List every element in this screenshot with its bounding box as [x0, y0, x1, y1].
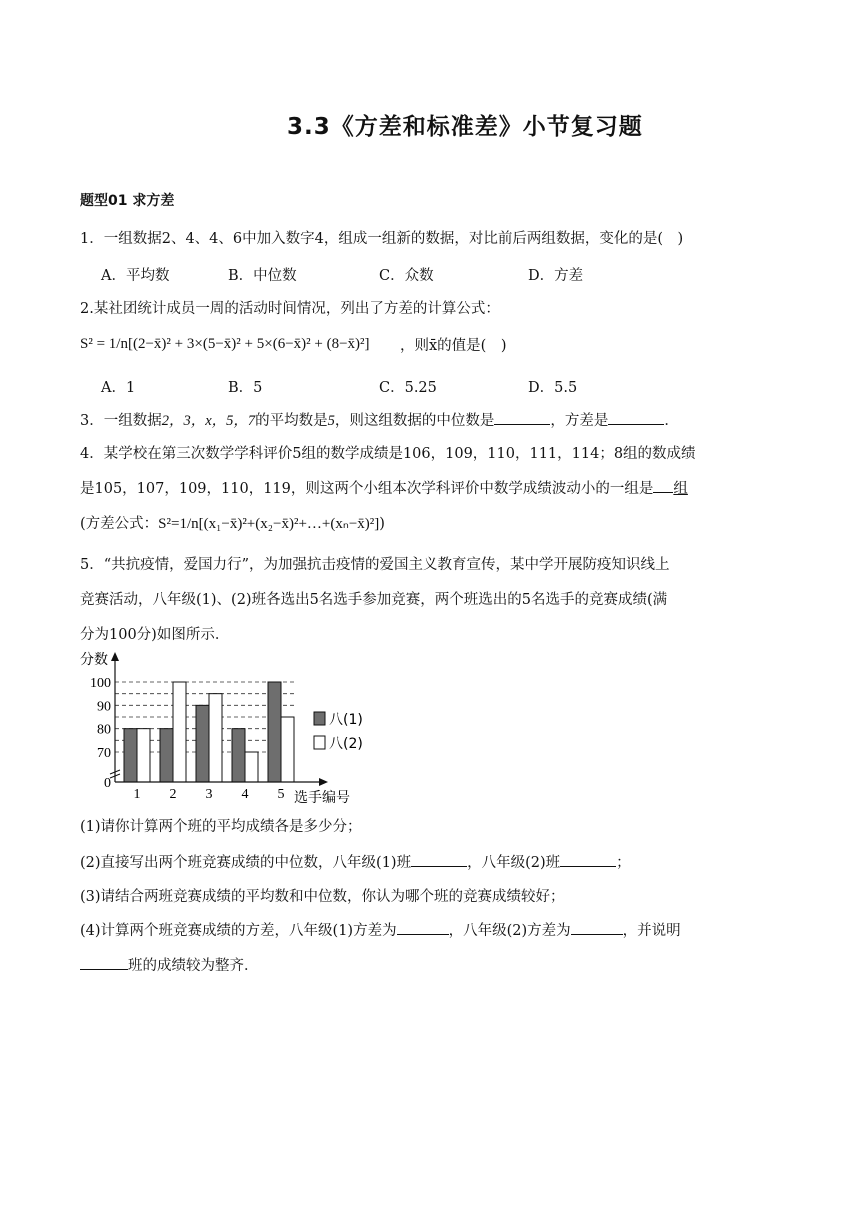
bar — [173, 682, 186, 782]
bar — [196, 705, 209, 782]
question-1-stem: 1．一组数据2、4、4、6中加入数字4，组成一组新的数据，对比前后两组数据，变化的是( ) — [80, 231, 684, 247]
x-tick-label: 3 — [205, 787, 213, 802]
legend-label: 八(1) — [329, 712, 363, 728]
question-4-line-3: (方差公式：S²=1/n[(x₁−x̄)²+(x₂−x̄)²+…+(xₙ−x̄)²]) — [80, 516, 385, 532]
page-title: 3.3《方差和标准差》小节复习题 — [287, 114, 643, 140]
q5-median-2-blank[interactable] — [560, 852, 616, 867]
question-5-line-3: 分为100分)如图所示． — [80, 627, 230, 643]
q5-variance-1-blank[interactable] — [397, 920, 449, 935]
y-axis-arrow — [111, 652, 119, 661]
legend-swatch — [314, 712, 325, 725]
q5-sub-4: (4)计算两个班竞赛成绩的方差，八年级(1)方差为 ，八年级(2)方差为 ，并说明 — [80, 920, 681, 941]
y-tick-label: 80 — [97, 722, 111, 738]
bar — [232, 729, 245, 782]
bar — [209, 694, 222, 782]
question-5-line-1: 5．“共抗疫情，爱国力行”，为加强抗击疫情的爱国主义教育宣传，某中学开展防疫知识线上 — [80, 557, 670, 573]
q2-option-a[interactable]: A．1 — [101, 380, 136, 396]
x-tick-label: 4 — [241, 787, 249, 802]
variance-formula: S² = 1/n[(2−x̄)² + 3×(5−x̄)² + 5×(6−x̄)² + (8−x̄)²] — [80, 336, 370, 352]
q2-option-b[interactable]: B．5 — [228, 380, 263, 396]
bar — [245, 752, 258, 782]
section-heading: 题型01 求方差 — [80, 193, 175, 209]
question-5-line-2: 竞赛活动，八年级(1)、(2)班各选出5名选手参加竞赛，两个班选出的5名选手的竞赛成绩(满 — [80, 592, 668, 608]
q5-sub-3: (3)请结合两班竞赛成绩的平均数和中位数，你认为哪个班的竞赛成绩较好； — [80, 889, 565, 905]
q3-median-blank[interactable] — [494, 410, 550, 425]
bar-chart — [72, 650, 372, 810]
q1-option-b[interactable]: B．中位数 — [228, 268, 297, 284]
x-axis-arrow — [319, 778, 328, 786]
bar — [281, 717, 294, 782]
y-axis-label: 分数 — [80, 652, 108, 668]
q3-variance-blank[interactable] — [608, 410, 664, 425]
x-tick-label: 2 — [169, 787, 177, 802]
y-tick-label: 0 — [104, 776, 111, 791]
chart-legend — [314, 712, 363, 752]
x-axis-label: 选手编号 — [294, 790, 350, 806]
bar — [137, 729, 150, 782]
q2-option-c[interactable]: C．5.25 — [379, 380, 437, 396]
legend-swatch — [314, 736, 325, 749]
question-2-tail: ，则x̄的值是( ) — [400, 338, 507, 354]
y-tick-label: 90 — [97, 699, 111, 715]
q5-sub-2: (2)直接写出两个班竞赛成绩的中位数，八年级(1)班 ，八年级(2)班 ； — [80, 852, 631, 873]
q1-option-d[interactable]: D．方差 — [528, 268, 584, 284]
q4-variance-formula: S²=1/n[(x₁−x̄)²+(x₂−x̄)²+…+(xₙ−x̄)²] — [158, 516, 380, 532]
legend-label: 八(2) — [329, 736, 363, 752]
bar — [160, 729, 173, 782]
bar — [124, 729, 137, 782]
chart-bars — [124, 682, 294, 782]
x-tick-label: 5 — [277, 787, 285, 802]
chart-ticks — [90, 676, 285, 802]
q1-option-c[interactable]: C．众数 — [379, 268, 434, 284]
q5-median-1-blank[interactable] — [411, 852, 467, 867]
q5-class-blank[interactable] — [80, 955, 128, 970]
question-3: 3．一组数据2，3，x，5，7的平均数是5，则这组数据的中位数是 ，方差是 ． — [80, 410, 679, 431]
bar — [268, 682, 281, 782]
question-4-line-2: 是105，107，109，110，119，则这两个小组本次学科评价中数学成绩波动小的一组是 组 — [80, 478, 688, 499]
q5-sub-4-cont: 班的成绩较为整齐． — [80, 955, 259, 976]
q3-data-set: 2，3，x，5，7 — [161, 413, 256, 429]
question-2-stem: 2.某社团统计成员一周的活动时间情况，列出了方差的计算公式： — [80, 301, 500, 317]
q3-average: 5 — [327, 413, 335, 429]
q1-option-a[interactable]: A．平均数 — [101, 268, 170, 284]
question-4-line-1: 4．某学校在第三次数学学科评价5组的数学成绩是106，109，110，111，114；8组的数成绩 — [80, 446, 696, 462]
y-tick-label: 70 — [97, 746, 111, 761]
q2-option-d[interactable]: D．5.5 — [528, 380, 578, 396]
x-tick-label: 1 — [133, 787, 141, 802]
y-tick-label: 100 — [90, 676, 111, 691]
q5-variance-2-blank[interactable] — [571, 920, 623, 935]
q4-answer-blank[interactable] — [653, 478, 673, 493]
q5-sub-1: (1)请你计算两个班的平均成绩各是多少分； — [80, 819, 362, 835]
